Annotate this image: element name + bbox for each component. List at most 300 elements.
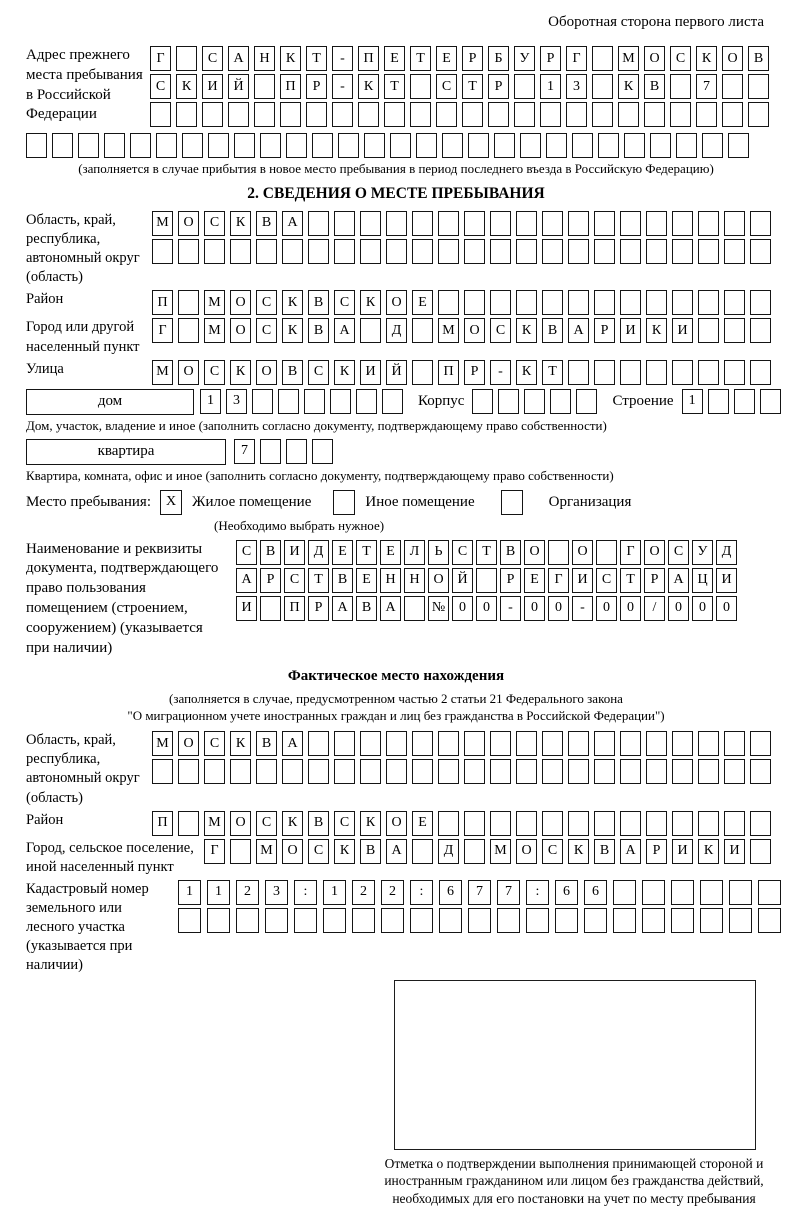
gorod3-row <box>204 839 776 864</box>
char-cell <box>330 389 351 414</box>
char-cell <box>555 908 578 933</box>
char-cell: С <box>308 360 329 385</box>
char-cell <box>670 102 691 127</box>
char-cell <box>412 759 433 784</box>
ulitsa-label: Улица <box>26 360 64 377</box>
char-cell: В <box>500 540 521 565</box>
kadastr-label: Кадастровый номер земельного или лесного участка (указывается при наличии) <box>26 880 149 974</box>
char-cell <box>260 133 281 158</box>
char-cell <box>152 239 173 264</box>
char-cell <box>490 290 511 315</box>
char-cell: 2 <box>381 880 404 905</box>
char-cell <box>568 759 589 784</box>
char-cell <box>568 731 589 756</box>
char-cell <box>412 360 433 385</box>
char-cell <box>254 74 275 99</box>
char-cell: Т <box>410 46 431 71</box>
char-cell: Й <box>452 568 473 593</box>
char-cell: И <box>572 568 593 593</box>
char-cell: М <box>152 731 173 756</box>
char-cell: С <box>256 811 277 836</box>
char-cell <box>702 133 723 158</box>
char-cell: С <box>284 568 305 593</box>
korpus-cells <box>472 389 602 414</box>
char-cell <box>228 102 249 127</box>
char-cell <box>672 759 693 784</box>
char-cell: С <box>542 839 563 864</box>
char-cell: 3 <box>226 389 247 414</box>
document-label: Наименование и реквизиты документа, подтверждающего право пользования помещением (строением, сооружением) (указывается при наличии) <box>26 540 219 656</box>
char-cell <box>750 731 771 756</box>
char-cell <box>724 318 745 343</box>
char-cell <box>671 880 694 905</box>
char-cell <box>360 318 381 343</box>
char-cell: Р <box>260 568 281 593</box>
char-cell: 1 <box>540 74 561 99</box>
char-cell <box>594 811 615 836</box>
ulitsa-row <box>152 360 776 385</box>
char-cell: В <box>308 290 329 315</box>
char-cell <box>464 759 485 784</box>
char-cell: С <box>204 211 225 236</box>
char-cell <box>464 290 485 315</box>
char-cell: А <box>568 318 589 343</box>
char-cell <box>412 239 433 264</box>
char-cell <box>490 239 511 264</box>
char-cell <box>150 102 171 127</box>
char-cell <box>700 908 723 933</box>
char-cell: И <box>202 74 223 99</box>
char-cell <box>490 211 511 236</box>
oblast-block <box>26 211 766 288</box>
char-cell <box>358 102 379 127</box>
char-cell <box>278 389 299 414</box>
char-cell <box>178 811 199 836</box>
char-cell: И <box>284 540 305 565</box>
char-cell: П <box>152 290 173 315</box>
char-cell <box>410 102 431 127</box>
stroenie-cells <box>682 389 786 414</box>
char-cell <box>360 759 381 784</box>
char-cell <box>568 290 589 315</box>
char-cell <box>494 133 515 158</box>
char-cell: О <box>230 318 251 343</box>
char-cell <box>646 211 667 236</box>
section3-caption-2: "О миграционном учете иностранных граждан и лиц без гражданства в Российской Федерации") <box>127 708 665 724</box>
char-cell: Е <box>524 568 545 593</box>
char-cell: К <box>516 360 537 385</box>
raion-block <box>26 290 766 315</box>
char-cell: О <box>524 540 545 565</box>
char-cell <box>724 211 745 236</box>
char-cell: М <box>618 46 639 71</box>
char-cell: 3 <box>265 880 288 905</box>
char-cell <box>468 908 491 933</box>
char-cell: А <box>334 318 355 343</box>
char-cell <box>178 908 201 933</box>
char-cell <box>78 133 99 158</box>
char-cell: В <box>356 596 377 621</box>
char-cell <box>490 759 511 784</box>
char-cell: А <box>332 596 353 621</box>
char-cell <box>729 908 752 933</box>
dom-caption: Дом, участок, владение и иное (заполнить согласно документу, подтверждающему право собственности) <box>26 417 607 433</box>
char-cell <box>236 908 259 933</box>
prev-address-row-2 <box>150 74 774 99</box>
char-cell <box>760 389 781 414</box>
gorod-label: Город или другой населенный пункт <box>26 319 140 355</box>
char-cell <box>566 102 587 127</box>
char-cell <box>572 133 593 158</box>
char-cell: / <box>644 596 665 621</box>
oblast3-row-1 <box>152 731 776 756</box>
char-cell <box>598 133 619 158</box>
char-cell: С <box>236 540 257 565</box>
char-cell <box>390 133 411 158</box>
char-cell: 0 <box>476 596 497 621</box>
char-cell <box>620 759 641 784</box>
char-cell: К <box>334 360 355 385</box>
char-cell: И <box>724 839 745 864</box>
char-cell <box>596 540 617 565</box>
char-cell <box>152 759 173 784</box>
char-cell <box>750 839 771 864</box>
char-cell: В <box>332 568 353 593</box>
char-cell: Е <box>380 540 401 565</box>
char-cell: Н <box>254 46 275 71</box>
checkbox-organizatsiya[interactable] <box>501 490 523 515</box>
char-cell <box>282 759 303 784</box>
char-cell: В <box>360 839 381 864</box>
char-cell <box>750 759 771 784</box>
char-cell: : <box>294 880 317 905</box>
char-cell <box>438 811 459 836</box>
char-cell: Ц <box>692 568 713 593</box>
char-cell <box>542 290 563 315</box>
char-cell <box>412 731 433 756</box>
char-cell <box>620 290 641 315</box>
char-cell <box>352 908 375 933</box>
char-cell: И <box>360 360 381 385</box>
char-cell: 1 <box>178 880 201 905</box>
char-cell: Р <box>540 46 561 71</box>
char-cell: 2 <box>352 880 375 905</box>
oblast3-row-2 <box>152 759 776 784</box>
char-cell: П <box>284 596 305 621</box>
char-cell: И <box>620 318 641 343</box>
kadastr-row-2 <box>178 908 787 933</box>
char-cell <box>646 290 667 315</box>
char-cell: О <box>386 290 407 315</box>
char-cell <box>286 133 307 158</box>
char-cell: И <box>672 318 693 343</box>
option-inoe-label: Иное помещение <box>365 493 475 510</box>
char-cell: И <box>236 596 257 621</box>
char-cell <box>750 290 771 315</box>
char-cell: О <box>722 46 743 71</box>
char-cell <box>488 102 509 127</box>
char-cell <box>323 908 346 933</box>
char-cell <box>568 811 589 836</box>
char-cell <box>646 360 667 385</box>
char-cell: Т <box>620 568 641 593</box>
char-cell: У <box>514 46 535 71</box>
char-cell: И <box>716 568 737 593</box>
char-cell: О <box>282 839 303 864</box>
section3-title: Фактическое место нахождения <box>287 668 505 685</box>
prev-address-block <box>26 46 766 130</box>
char-cell <box>758 908 781 933</box>
char-cell <box>618 102 639 127</box>
char-cell <box>646 239 667 264</box>
char-cell <box>594 731 615 756</box>
gorod-row <box>152 318 776 343</box>
char-cell: К <box>280 46 301 71</box>
char-cell: Т <box>462 74 483 99</box>
char-cell: М <box>204 290 225 315</box>
char-cell <box>256 239 277 264</box>
char-cell: В <box>308 811 329 836</box>
char-cell <box>312 133 333 158</box>
char-cell <box>308 211 329 236</box>
char-cell: 0 <box>548 596 569 621</box>
char-cell: А <box>620 839 641 864</box>
char-cell: Г <box>152 318 173 343</box>
char-cell <box>722 102 743 127</box>
char-cell <box>676 133 697 158</box>
char-cell <box>620 731 641 756</box>
oblast-row-2 <box>152 239 776 264</box>
char-cell: А <box>282 211 303 236</box>
char-cell: Г <box>620 540 641 565</box>
char-cell <box>592 74 613 99</box>
char-cell: Т <box>308 568 329 593</box>
char-cell <box>520 133 541 158</box>
char-cell: 0 <box>716 596 737 621</box>
char-cell: Т <box>356 540 377 565</box>
char-cell <box>412 318 433 343</box>
char-cell <box>516 290 537 315</box>
checkbox-zhiloe[interactable]: X <box>160 490 182 515</box>
char-cell: : <box>410 880 433 905</box>
char-cell: В <box>256 731 277 756</box>
raion3-row <box>152 811 776 836</box>
char-cell: : <box>526 880 549 905</box>
document-block <box>26 540 766 659</box>
char-cell: П <box>358 46 379 71</box>
char-cell <box>260 439 281 464</box>
oblast3-block <box>26 731 766 808</box>
char-cell <box>592 46 613 71</box>
char-cell: Д <box>716 540 737 565</box>
char-cell <box>308 239 329 264</box>
char-cell: С <box>670 46 691 71</box>
prev-address-row-3 <box>150 102 774 127</box>
char-cell <box>646 811 667 836</box>
kadastr-rows <box>178 880 787 936</box>
char-cell <box>26 133 47 158</box>
char-cell: М <box>256 839 277 864</box>
char-cell: М <box>152 211 173 236</box>
stamp-caption: Отметка о подтверждении выполнения принимающей стороной и иностранным гражданином или лицом без гражданства действий, необходимых для его постановки на учет по месту пребывания <box>384 1155 764 1206</box>
char-cell <box>620 360 641 385</box>
char-cell <box>438 239 459 264</box>
char-cell <box>594 290 615 315</box>
char-cell: С <box>202 46 223 71</box>
char-cell <box>464 811 485 836</box>
prev-address-rows <box>150 46 774 130</box>
char-cell <box>360 239 381 264</box>
char-cell <box>439 908 462 933</box>
char-cell: 0 <box>692 596 713 621</box>
document-rows <box>236 540 740 624</box>
oblast3-rows <box>152 731 776 787</box>
document-row-3 <box>236 596 740 621</box>
char-cell <box>178 759 199 784</box>
char-cell <box>624 133 645 158</box>
char-cell <box>360 731 381 756</box>
checkbox-inoe[interactable] <box>333 490 355 515</box>
char-cell: О <box>178 731 199 756</box>
char-cell: Е <box>332 540 353 565</box>
char-cell <box>672 239 693 264</box>
char-cell: М <box>490 839 511 864</box>
char-cell: О <box>178 360 199 385</box>
char-cell: Й <box>228 74 249 99</box>
char-cell <box>472 389 493 414</box>
char-cell: Т <box>542 360 563 385</box>
oblast3-label: Область, край, республика, автономный округ (область) <box>26 732 140 806</box>
char-cell <box>260 596 281 621</box>
char-cell <box>613 880 636 905</box>
char-cell <box>436 102 457 127</box>
char-cell <box>312 439 333 464</box>
char-cell: - <box>332 74 353 99</box>
char-cell: 0 <box>452 596 473 621</box>
char-cell <box>412 839 433 864</box>
char-cell: С <box>668 540 689 565</box>
char-cell: К <box>176 74 197 99</box>
char-cell <box>202 102 223 127</box>
char-cell <box>698 239 719 264</box>
char-cell: С <box>436 74 457 99</box>
char-cell: Г <box>204 839 225 864</box>
char-cell <box>338 133 359 158</box>
char-cell <box>438 759 459 784</box>
prev-address-row-1 <box>150 46 774 71</box>
char-cell: К <box>282 811 303 836</box>
char-cell <box>476 568 497 593</box>
char-cell <box>672 211 693 236</box>
prev-address-label: Адрес прежнего места пребывания в Российской Федерации <box>26 47 143 123</box>
char-cell <box>672 290 693 315</box>
char-cell <box>542 239 563 264</box>
char-cell <box>748 74 769 99</box>
char-cell: Л <box>404 540 425 565</box>
char-cell: К <box>230 360 251 385</box>
char-cell: Р <box>306 74 327 99</box>
char-cell <box>594 360 615 385</box>
char-cell: Н <box>380 568 401 593</box>
place-type-row <box>26 490 766 515</box>
char-cell: С <box>596 568 617 593</box>
char-cell <box>698 290 719 315</box>
gorod-block <box>26 318 766 356</box>
char-cell: 2 <box>236 880 259 905</box>
char-cell: К <box>282 290 303 315</box>
char-cell: Т <box>476 540 497 565</box>
char-cell <box>416 133 437 158</box>
char-cell <box>104 133 125 158</box>
char-cell <box>576 389 597 414</box>
char-cell <box>52 133 73 158</box>
char-cell: К <box>698 839 719 864</box>
char-cell: С <box>256 318 277 343</box>
char-cell: М <box>152 360 173 385</box>
char-cell <box>698 731 719 756</box>
char-cell: Р <box>646 839 667 864</box>
char-cell <box>516 759 537 784</box>
stamp-box <box>394 980 756 1150</box>
char-cell <box>176 46 197 71</box>
char-cell <box>332 102 353 127</box>
char-cell: О <box>644 46 665 71</box>
char-cell: - <box>572 596 593 621</box>
char-cell: Р <box>462 46 483 71</box>
char-cell: В <box>644 74 665 99</box>
dom-cells <box>200 389 408 414</box>
char-cell: М <box>204 811 225 836</box>
char-cell: О <box>178 211 199 236</box>
char-cell <box>670 74 691 99</box>
char-cell: С <box>490 318 511 343</box>
char-cell <box>412 211 433 236</box>
char-cell: 1 <box>682 389 703 414</box>
char-cell: - <box>500 596 521 621</box>
char-cell: В <box>260 540 281 565</box>
char-cell <box>156 133 177 158</box>
char-cell <box>438 731 459 756</box>
char-cell <box>384 102 405 127</box>
char-cell <box>182 133 203 158</box>
char-cell <box>524 389 545 414</box>
char-cell: П <box>280 74 301 99</box>
char-cell: К <box>282 318 303 343</box>
char-cell <box>698 759 719 784</box>
char-cell: Н <box>404 568 425 593</box>
char-cell <box>698 811 719 836</box>
char-cell: 0 <box>596 596 617 621</box>
char-cell <box>304 389 325 414</box>
char-cell <box>404 596 425 621</box>
char-cell <box>490 811 511 836</box>
char-cell <box>464 731 485 756</box>
char-cell: - <box>490 360 511 385</box>
char-cell <box>620 239 641 264</box>
char-cell <box>176 102 197 127</box>
char-cell <box>620 211 641 236</box>
char-cell <box>542 211 563 236</box>
char-cell: 7 <box>696 74 717 99</box>
place-type-caption: (Необходимо выбрать нужное) <box>214 517 385 533</box>
char-cell: А <box>282 731 303 756</box>
char-cell: 0 <box>524 596 545 621</box>
char-cell: Р <box>594 318 615 343</box>
char-cell <box>698 360 719 385</box>
char-cell <box>613 908 636 933</box>
kvartira-box: квартира <box>26 439 226 465</box>
char-cell <box>672 811 693 836</box>
